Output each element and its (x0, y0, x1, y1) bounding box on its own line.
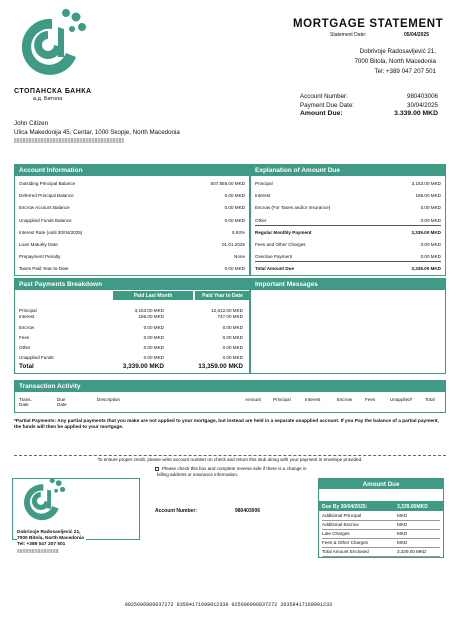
explanation-label: Principal (255, 181, 273, 186)
explanation-label: Interest (255, 193, 271, 199)
account-summary (300, 93, 438, 119)
account-info-value: 507,855.00 MKD (210, 181, 245, 186)
bank-address-line2: 7000 Bitola, North Macedonia (354, 58, 436, 65)
past-payment-label: Other (19, 345, 31, 350)
customer-block (14, 120, 180, 146)
important-messages-header: Important Messages (251, 279, 445, 290)
past-payment-label: Principal (19, 308, 37, 313)
past-payment-last-month: 186.00 MKD (138, 314, 164, 319)
explanation-header: Explanation of Amount Due (251, 165, 445, 176)
explanation-value: 0.00 MKD (420, 205, 441, 211)
past-payments-header: Past Payments Breakdown (15, 279, 249, 290)
statement-date-label: Statement Date: (330, 32, 367, 38)
account-info-row (19, 218, 245, 226)
explanation-value: 3,339.00 MKD (411, 266, 441, 272)
past-payment-last-month: 0.00 MKD (143, 325, 164, 330)
stub-account-label: Account Number: (155, 508, 197, 514)
statement-date: 05/04/2025 (404, 32, 430, 38)
transaction-col-header: Total (425, 397, 435, 402)
explanation-row (255, 193, 441, 201)
account-info-label: Outsiding Principal Balance (19, 181, 76, 186)
account-info-panel (14, 164, 250, 276)
past-payments-panel (14, 278, 250, 374)
past-payment-ytd: 0.00 MKD (222, 335, 243, 340)
account-info-row (19, 181, 245, 189)
important-messages-panel (250, 278, 446, 374)
stub-address-line2: 7000 Bitola, North Macedonia (17, 536, 84, 542)
account-info-value: None (234, 254, 245, 260)
past-payment-row (19, 325, 245, 333)
transaction-col-header: Principal (273, 397, 291, 402)
stub-amount-row[interactable] (322, 522, 440, 530)
stub-check-note: Please check this box and complete reverse side if there is a change in billing address or insurance information. (157, 466, 307, 477)
explanation-value: 0.00 MKD (420, 217, 441, 223)
transaction-header: Transaction Activity (15, 381, 445, 392)
bank-tel: Tel: +389 047 207 501 (374, 68, 436, 75)
past-total-ytd: 13,359.00 MKD (198, 363, 243, 370)
past-payment-label: Interest (19, 314, 35, 319)
account-info-label: Loan Maturity Date (19, 242, 58, 247)
micr-line: 0025606906037272 03594171609012330 025606906037272 20359417160901233 (124, 602, 333, 608)
account-info-value: 5.93% (231, 229, 245, 235)
explanation-label: Escrow (For Taxes and/or Insurance) (255, 205, 331, 211)
account-info-label: Deferred Principal Balance (19, 193, 74, 199)
payment-due-label: Payment Due Date: (300, 101, 354, 109)
partial-payments-note: *Partial Payments: Any partial payments that you make are not applied to your mortgage, but instead are held in a separate unapplied account. If you Pay the balance of a partial payment, the funds will then be applied to your mortgage. (14, 419, 439, 431)
past-payment-row (19, 335, 245, 343)
stub-amount-label: Additional Escrow (322, 522, 359, 527)
stub-due-by-row (319, 501, 443, 511)
explanation-label: Regular Monthly Payment (255, 229, 312, 235)
past-payment-last-month: 0.00 MKD (143, 345, 164, 350)
explanation-value: 0.00 MKD (420, 242, 441, 247)
account-info-row (19, 193, 245, 201)
explanation-label: Other (255, 217, 267, 223)
explanation-row (255, 205, 441, 213)
past-payment-row (19, 345, 245, 353)
account-info-label: Escrow Account Balance (19, 205, 70, 211)
stub-bank-address (17, 530, 86, 555)
explanation-row (255, 242, 441, 250)
stub-amount-row[interactable] (322, 540, 440, 548)
transaction-col-header: Interest (305, 397, 321, 402)
explanation-row (255, 230, 441, 238)
transaction-col-header: Due Date (57, 397, 67, 408)
customer-address: Ulica Makedonija 45, Centar, 1000 Skopje, North Macedonia (14, 128, 180, 136)
stub-logo-icon (19, 475, 67, 527)
account-info-value: 0.00 MKD (224, 217, 245, 223)
past-payment-label: Unapplied Funds (19, 355, 54, 360)
account-info-value: 0.00 MKD (224, 205, 245, 211)
transaction-col-header: Description (97, 397, 120, 402)
bank-address-line1: Dobrivoje Radosavljević 21, (359, 48, 436, 55)
explanation-value: 186.00 MKD (415, 193, 441, 199)
past-total-last-month: 3,339.00 MKD (122, 363, 164, 370)
stub-due-by-label: Due By 30/04/2025: (322, 503, 368, 510)
explanation-row (255, 181, 441, 189)
stub-amount-label: Additional Principal (322, 513, 362, 518)
transaction-col-header: Trans. Date (19, 397, 32, 408)
past-payment-row (19, 314, 245, 322)
explanation-row (255, 254, 441, 262)
stub-due-by-value: 3,339.00MKD (397, 503, 428, 510)
account-info-row (19, 205, 245, 213)
account-info-label: Prepayment Penalty (19, 254, 61, 260)
stub-amount-value: MKD (397, 513, 408, 518)
explanation-row (255, 218, 441, 226)
account-info-value: 01.01.2025 (222, 242, 245, 247)
bank-subname: а.д. Битола (33, 96, 63, 102)
explanation-label: Overdue Payment (255, 254, 293, 260)
stub-amount-row[interactable] (322, 531, 440, 539)
explanation-panel (250, 164, 446, 276)
explanation-value: 0.00 MKD (420, 254, 441, 260)
transaction-col-header: Escrow (337, 397, 353, 402)
stub-amount-row[interactable] (322, 549, 440, 557)
stub-account-number: 980403006 (235, 508, 261, 514)
past-payment-ytd: 747.00 MKD (217, 314, 243, 319)
stub-amount-label: Fees & Other Charges (322, 540, 368, 545)
past-col-last-month: Paid Last Month (113, 291, 193, 300)
stub-amount-label: Total Amount Enclosed (322, 549, 369, 554)
account-info-row (19, 230, 245, 238)
transaction-col-header: Amount (245, 397, 261, 402)
past-payment-ytd: 0.00 MKD (222, 355, 243, 360)
explanation-value: 3,339.00 MKD (411, 229, 441, 235)
explanation-label: Total Amount Due (255, 266, 295, 272)
past-payment-ytd: 0.00 MKD (222, 345, 243, 350)
past-col-ytd: Paid Year to Date (195, 291, 250, 300)
amount-due-value: 3.339.00 MKD (394, 110, 438, 117)
tear-line (14, 455, 446, 456)
account-info-value: 0.00 MKD (224, 266, 245, 272)
bank-name: СТОПАНСКА БАНКА (14, 88, 92, 95)
stub-amount-value: 3,339.00 MKD (397, 549, 427, 554)
account-info-label: Taxes Paid Year-to-Date (19, 266, 69, 272)
past-payment-last-month: 3,153.00 MKD (134, 308, 164, 313)
redacted-text (14, 138, 124, 143)
bank-address-block (354, 47, 436, 77)
stub-amount-due-panel (318, 478, 444, 558)
bank-logo-icon (14, 5, 89, 85)
account-number-label: Account Number: (300, 93, 348, 100)
amount-due-label: Amount Due: (300, 110, 343, 117)
stub-tel: Tel: +389 047 207 501 (17, 542, 66, 548)
past-payment-ytd: 0.00 MKD (222, 325, 243, 330)
past-payment-ytd: 12,612.00 MKD (211, 308, 243, 313)
past-total-label: Total (19, 363, 34, 370)
stub-amount-value: MKD (397, 540, 408, 545)
stub-amount-due-header: Amount Due (319, 479, 443, 489)
past-payment-last-month: 0.00 MKD (143, 335, 164, 340)
stub-instruction: To ensure proper credit, please write account number on check and return this stub along with your payment in envelope provided. (97, 457, 363, 462)
stub-amount-value: MKD (397, 531, 408, 536)
explanation-value: 3,153.00 MKD (411, 181, 441, 186)
stub-amount-value: MKD (397, 522, 408, 527)
customer-name: John Citizen (14, 120, 49, 127)
account-info-label: Unapplied Funds Balance (19, 217, 72, 223)
transaction-col-header: Fees (365, 397, 376, 402)
past-payment-label: Fees (19, 335, 30, 340)
past-payment-label: Escrow (19, 325, 35, 330)
stub-address-line1: Dobrivoje Radosavljević 21, (17, 530, 81, 535)
account-number: 980403006 (407, 93, 438, 100)
account-info-value: 0.00 MKD (224, 193, 245, 199)
statement-title: MORTGAGE STATEMENT (293, 18, 444, 30)
account-info-row (19, 266, 245, 274)
account-info-header: Account Information (15, 165, 249, 176)
payment-due-date: 30/04/2025 (407, 101, 438, 109)
account-info-row (19, 242, 245, 250)
transaction-activity-panel (14, 380, 446, 413)
explanation-row (255, 266, 441, 274)
account-info-label: Interest Rate (until 30/04/2025) (19, 229, 83, 235)
past-payment-last-month: 0.00 MKD (143, 355, 164, 360)
transaction-col-header: Unapplied* (390, 397, 413, 402)
stub-amount-row[interactable] (322, 513, 440, 521)
explanation-label: Fees and Other Charges (255, 242, 306, 247)
past-payment-row (19, 355, 245, 363)
stub-amount-label: Late Charges (322, 531, 350, 536)
stub-redacted-text (17, 549, 59, 553)
account-info-row (19, 254, 245, 262)
